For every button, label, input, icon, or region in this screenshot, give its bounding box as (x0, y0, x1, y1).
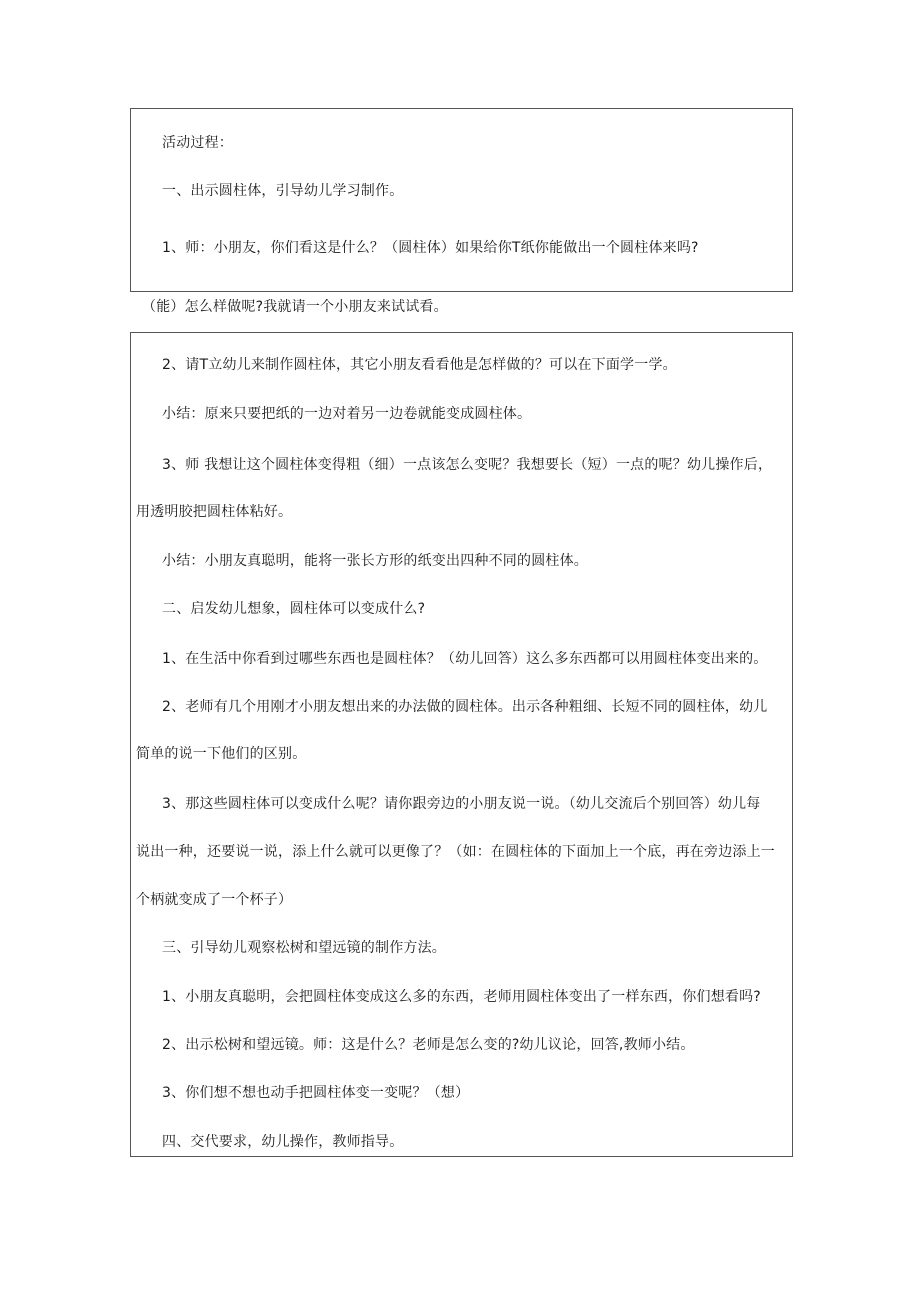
paragraph-line: 3、你们想不想也动手把圆柱体变一变呢？（想） (162, 1085, 470, 1101)
paragraph-line: 2、请T立幼儿来制作圆柱体，其它小朋友看看他是怎样做的？可以在下面学一学。 (162, 357, 677, 373)
step-1-heading: 一、出示圆柱体，引导幼儿学习制作。 (162, 183, 404, 199)
paragraph-continuation: 简单的说一下他们的区别。 (136, 746, 307, 762)
paragraph-line: 1、在生活中你看到过哪些东西也是圆柱体？（幼儿回答）这么多东西都可以用圆柱体变出来的。 (162, 651, 768, 667)
paragraph-line: 1、师：小朋友，你们看这是什么？（圆柱体）如果给你T纸你能做出一个圆柱体来吗? (162, 240, 699, 256)
paragraph-line: 2、出示松树和望远镜。师：这是什么？老师是怎么变的?幼儿议论，回答,教师小结。 (162, 1037, 695, 1053)
paragraph-line: 2、老师有几个用刚才小朋友想出来的办法做的圆柱体。出示各种粗细、长短不同的圆柱体，幼儿 (162, 699, 768, 715)
paragraph-continuation: 用透明胶把圆柱体粘好。 (136, 504, 293, 520)
step-3-heading: 三、引导幼儿观察松树和望远镜的制作方法。 (162, 940, 446, 956)
summary-line: 小结：原来只要把纸的一边对着另一边卷就能变成圆柱体。 (162, 406, 532, 422)
paragraph-line: 1、小朋友真聪明，会把圆柱体变成这么多的东西，老师用圆柱体变出了一样东西，你们想看吗? (162, 989, 761, 1005)
section-heading-activity-process: 活动过程： (162, 135, 233, 151)
summary-line: 小结：小朋友真聪明，能将一张长方形的纸变出四种不同的圆柱体。 (162, 553, 588, 569)
step-4-heading: 四、交代要求，幼儿操作，教师指导。 (162, 1134, 404, 1150)
paragraph-continuation: （能）怎么样做呢?我就请一个小朋友来试试看。 (142, 299, 448, 315)
paragraph-line: 3、那这些圆柱体可以变成什么呢？请你跟旁边的小朋友说一说。（幼儿交流后个别回答）幼儿每 (162, 796, 761, 812)
paragraph-continuation: 个柄就变成了一个杯子） (136, 892, 293, 908)
paragraph-line: 3、师 我想让这个圆柱体变得粗（细）一点该怎么变呢？我想要长（短）一点的呢？幼儿操作后， (162, 457, 773, 473)
paragraph-continuation: 说出一种，还要说一说，添上什么就可以更像了？（如：在圆柱体的下面加上一个底，再在旁边添上一 (136, 844, 775, 860)
step-2-heading: 二、启发幼儿想象，圆柱体可以变成什么? (162, 601, 426, 617)
